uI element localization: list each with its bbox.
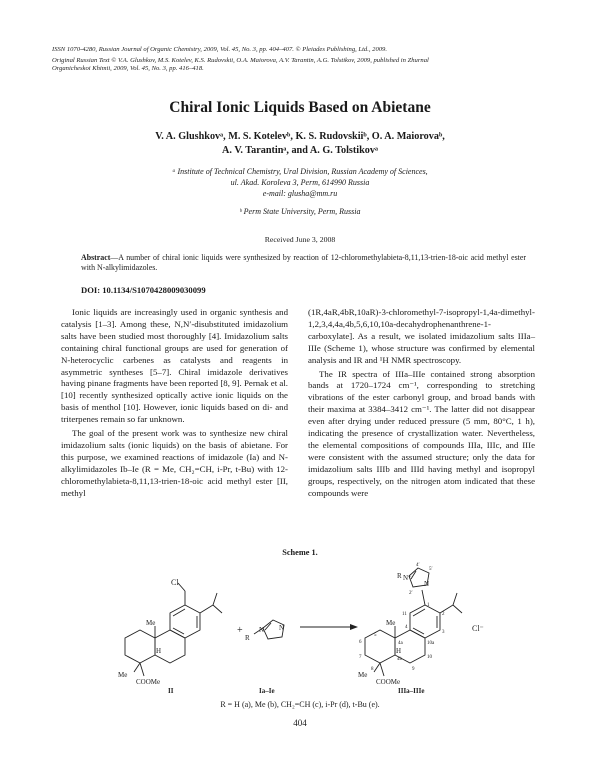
n3-label: N bbox=[279, 624, 285, 632]
paper-title: Chiral Ionic Liquids Based on Abietane bbox=[169, 99, 431, 116]
locant-7: 7 bbox=[359, 655, 362, 660]
n1-label: N bbox=[259, 626, 265, 634]
aromatic-bond bbox=[413, 628, 424, 634]
locant-4p: 4′ bbox=[416, 563, 420, 568]
locant-5p: 5′ bbox=[429, 567, 433, 572]
paragraph: The goal of the present work was to synthesize new chiral imidazolium salts (ionic liquids) on the basis of abietane. For this purpose, we examined reactions of imidazole (Ia) and N-alkylimidazoles Ib–Ie (R = Me, CH₂=CH, i-Pr, t-Bu) with 12-chloromethylabieta-8,11,13-trien-18-oic acid methyl ester [II, methyl bbox=[61, 428, 288, 498]
me-label: Me bbox=[118, 671, 128, 679]
ch2-bond bbox=[422, 590, 425, 605]
h-label: H bbox=[156, 647, 162, 655]
locant-10: 10 bbox=[427, 655, 432, 660]
locant-1: 1 bbox=[427, 603, 430, 608]
abstract-label: Abstract bbox=[81, 253, 111, 262]
substituent-legend: R = H (a), Me (b), CH₂=CH (c), i-Pr (d), t-Bu (e). bbox=[220, 700, 380, 709]
locant-9: 9 bbox=[412, 667, 415, 672]
ring-a bbox=[365, 630, 395, 663]
compound-I-label: Ia–Ie bbox=[259, 687, 275, 695]
ring-c bbox=[170, 605, 200, 638]
original-text-note bbox=[52, 57, 552, 74]
r-label: R bbox=[397, 572, 402, 580]
me-bond bbox=[134, 663, 140, 672]
compound-II-label: II bbox=[168, 687, 174, 695]
locant-2p: 2′ bbox=[409, 591, 413, 596]
me-bond bbox=[374, 663, 380, 672]
locant-4: 4 bbox=[405, 625, 408, 630]
ester-bond bbox=[140, 663, 144, 676]
isopropyl-bond bbox=[213, 593, 217, 605]
affiliation-a-line-1: ᵃ Institute of Technical Chemistry, Ural Division, Russian Academy of Sciences, bbox=[172, 167, 428, 176]
locant-8: 8 bbox=[371, 667, 374, 672]
isopropyl-bond bbox=[213, 605, 222, 613]
reaction-arrow bbox=[300, 624, 358, 630]
received-date: Received June 3, 2008 bbox=[264, 235, 336, 244]
doi: DOI: 10.1134/S1070428009030099 bbox=[81, 285, 206, 295]
scheme-title: Scheme 1. bbox=[282, 548, 318, 557]
original-text-line-2: Organicheskoi Khimii, 2009, Vol. 45, No. 3, pp. 416–418. bbox=[52, 65, 204, 73]
affiliation-a-line-2: ul. Akad. Koroleva 3, Perm, 614990 Russia bbox=[230, 178, 370, 187]
me-label: Me bbox=[386, 619, 396, 627]
aromatic-bond bbox=[173, 628, 184, 634]
locant-3: 3 bbox=[442, 630, 445, 635]
locant-4a: 4a bbox=[398, 641, 403, 646]
h-label: H bbox=[396, 647, 402, 655]
authors-line-2: A. V. Tarantinᵃ, and A. G. Tolstikovᵃ bbox=[222, 145, 378, 156]
ring-c bbox=[410, 605, 440, 638]
locant-2: 2 bbox=[442, 612, 445, 617]
page-number: 404 bbox=[293, 718, 307, 728]
n-plus-label: N⁺ bbox=[403, 574, 412, 582]
ester-bond bbox=[380, 663, 384, 676]
paragraph: The IR spectra of IIIa–IIIe contained strong absorption bands at 1720–1724 cm⁻¹, corresponding to stretching vibrations of the ester carbonyl group, and broad bands with their maxima at 3384–3412 cm⁻¹. The latter did not disappear even after drying under reduced pressure (5 mm, 80°C, 1 h), indicating the presence of crystallization water. Nevertheless, the elemental compositions of compounds IIIa, IIIc, and IIIe were consistent with the assumed structure; only the data for imidazolium salts IIIb and IIId having methyl and isopropyl groups, respectively, on the nitrogen atom indicated that these compounds were bbox=[308, 368, 535, 498]
structure-III bbox=[365, 568, 462, 676]
isopropyl-bond bbox=[453, 605, 462, 613]
locant-6: 6 bbox=[359, 640, 362, 645]
me-label: Me bbox=[358, 671, 368, 679]
locant-10a: 10a bbox=[427, 641, 435, 646]
ring-a bbox=[125, 630, 155, 663]
scheme-1-reaction-diagram bbox=[60, 558, 540, 698]
journal-citation: ISSN 1070-4280, Russian Journal of Organic Chemistry, 2009, Vol. 45, No. 3, pp. 404–407. © Pleiades Publishing, Ltd., 2009. bbox=[52, 46, 387, 53]
body-column-left bbox=[61, 307, 288, 500]
isopropyl-bond bbox=[200, 605, 213, 613]
me-label: Me bbox=[146, 619, 156, 627]
r-label: R bbox=[245, 634, 250, 642]
coome-label: COOMe bbox=[376, 678, 401, 686]
cl-label: Cl bbox=[171, 578, 179, 587]
body-column-right bbox=[308, 307, 535, 500]
n-label: N bbox=[424, 580, 430, 588]
cl-bond bbox=[178, 583, 185, 591]
affiliation-b: ᵇ Perm State University, Perm, Russia bbox=[239, 207, 361, 216]
plus-sign: + bbox=[237, 625, 243, 636]
original-text-line-1: Original Russian Text © V.A. Glushkov, M.S. Kotelev, K.S. Rudovskii, O.A. Maiorova, A.V. Tarantin, A.G. Tolstikov, 2009, published in Zhurnal bbox=[52, 57, 429, 64]
abstract bbox=[81, 253, 526, 274]
coome-label: COOMe bbox=[136, 678, 161, 686]
compound-III-label: IIIa–IIIe bbox=[398, 687, 425, 695]
locant-4b: 4b bbox=[397, 657, 402, 662]
abstract-text: —A number of chiral ionic liquids were synthesized by reaction of 12-chloromethylabieta-8,11,13-trien-18-oic acid methyl ester with N-alkylimidazoles. bbox=[81, 253, 526, 273]
locant-11: 11 bbox=[402, 612, 407, 617]
affiliation-email: e-mail: glusha@mm.ru bbox=[262, 189, 338, 198]
structure-II bbox=[125, 583, 222, 676]
paragraph: Ionic liquids are increasingly used in organic synthesis and catalysis [1–3]. Among these, N,N′-disubstituted imidazolium salts have been studied most thoroughly [4]. Imidazolium salts containing chiral functional groups are used for generation of N-heterocyclic carbenes as catalysts and reagents in asymmetric syntheses [5–7]. Chiral imidazole derivatives having pinane fragments have been reported [8, 9]. Pernak et al. [10] recently synthesized optically active ionic liquids on the basis of menthol [10]. However, ionic liquids based on di- and triterpenes remain so far unknown. bbox=[61, 307, 288, 425]
chloride-anion: Cl⁻ bbox=[472, 624, 484, 633]
locant-5: 5 bbox=[374, 633, 377, 638]
paragraph: (1R,4aR,4bR,10aR)-3-chloromethyl-7-isopropyl-1,4a-dimethyl-1,2,3,4,4a,4b,5,6,10,10a-decahydrophenanthrene-1-carboxylate]. As a result, we isolated imidazolium salts IIIa–IIIe (Scheme 1), whose structure was confirmed by elemental analysis and IR and ¹H NMR spectroscopy. bbox=[308, 307, 535, 365]
authors-line-1: V. A. Glushkovᵃ, M. S. Kotelevᵇ, K. S. Rudovskiiᵇ, O. A. Maiorovaᵇ, bbox=[155, 131, 445, 142]
isopropyl-bond bbox=[453, 593, 457, 605]
